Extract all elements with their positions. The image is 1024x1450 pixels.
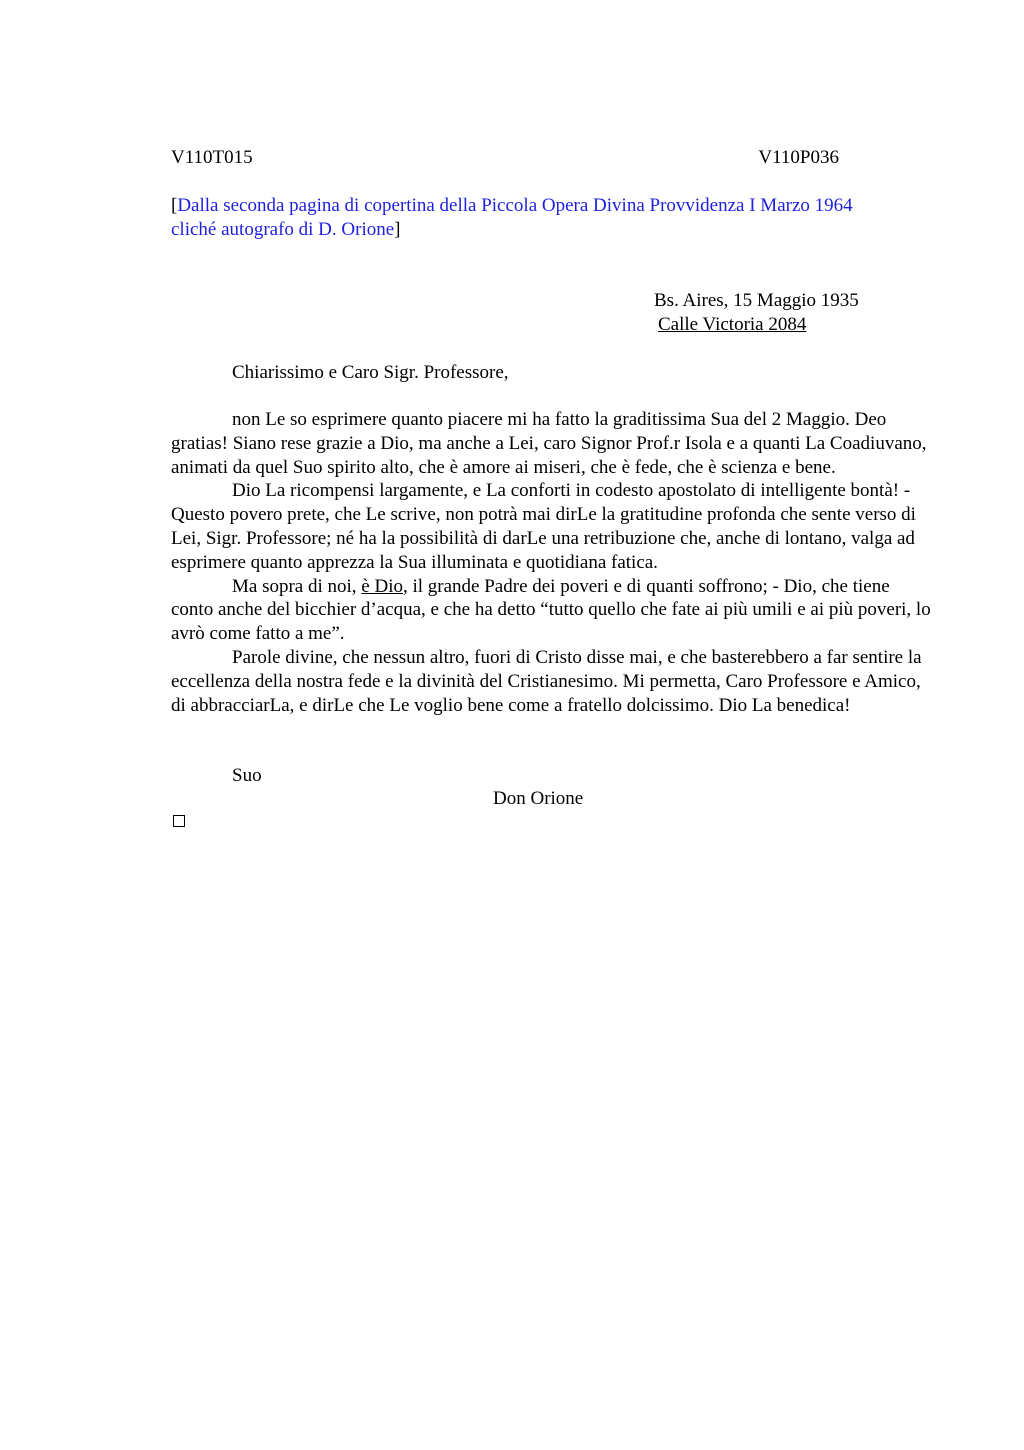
letter-paragraph-1: non Le so esprimere quanto piacere mi ha fatto la graditissima Sua del 2 Maggio. Deo gratias! Siano rese grazie a Dio, ma anche a Lei, caro Signor Prof.r Isola e a quanti La Coadiuvano, animati da quel Suo spirito alto, che è amore ai miseri, che è fede, che è scienza e bene. [171, 409, 927, 478]
document-code-right: V110P036 [758, 147, 839, 168]
source-note-close-bracket: ] [394, 218, 401, 240]
letter-paragraph-3-emphasis: è Dio [361, 575, 403, 597]
letter-paragraph-3-rest: , il grande Padre dei poveri e di quanti soffrono; - Dio, che tiene conto anche del bicchier d’acqua, e che ha detto “tutto quello che fate ai più umili e ai più poveri, lo avrò come fatto a me”. [171, 575, 931, 645]
source-note [171, 194, 931, 241]
source-note-text-line2: cliché autografo di D. Orione [171, 218, 395, 240]
letter-body [171, 408, 933, 717]
letter-paragraph-3 [171, 575, 933, 646]
letter-paragraph-4: Parole divine, che nessun altro, fuori di Cristo disse mai, e che basterebbero a far sentire la eccellenza della nostra fede e la divinità del Cristianesimo. Mi permetta, Caro Professore e Amico, di abbracciarLa, e dirLe che Le voglio bene come a fratello dolcissimo. Dio La benedica! [171, 646, 922, 716]
source-note-text-line1: Dalla seconda pagina di copertina della Piccola Opera Divina Provvidenza I Marzo 1964 [177, 195, 853, 216]
document-code-left: V110T015 [171, 147, 253, 168]
document-page [171, 0, 931, 1450]
letter-salutation: Chiarissimo e Caro Sigr. Professore, [232, 362, 509, 383]
letter-signature: Don Orione [493, 788, 584, 809]
empty-square-icon [173, 815, 185, 827]
letter-address: Calle Victoria 2084 [658, 314, 807, 335]
letter-closing: Suo [232, 765, 262, 786]
source-note-open-bracket: [ [171, 195, 178, 216]
letter-place-date: Bs. Aires, 15 Maggio 1935 [654, 290, 859, 311]
letter-paragraph-2: Dio La ricompensi largamente, e La conforti in codesto apostolato di intelligente bontà! - Questo povero prete, che Le scrive, non potrà mai dirLe la gratitudine profonda che sente verso di Lei, Sigr. Professore; né ha la possibilità di darLe una retribuzione che, anche di lontano, valga ad esprimere quanto apprezza la Sua illuminata e quotidiana fatica. [171, 480, 916, 573]
letter-paragraph-3-start: Ma sopra di noi, [232, 575, 362, 597]
document-header [171, 146, 839, 170]
